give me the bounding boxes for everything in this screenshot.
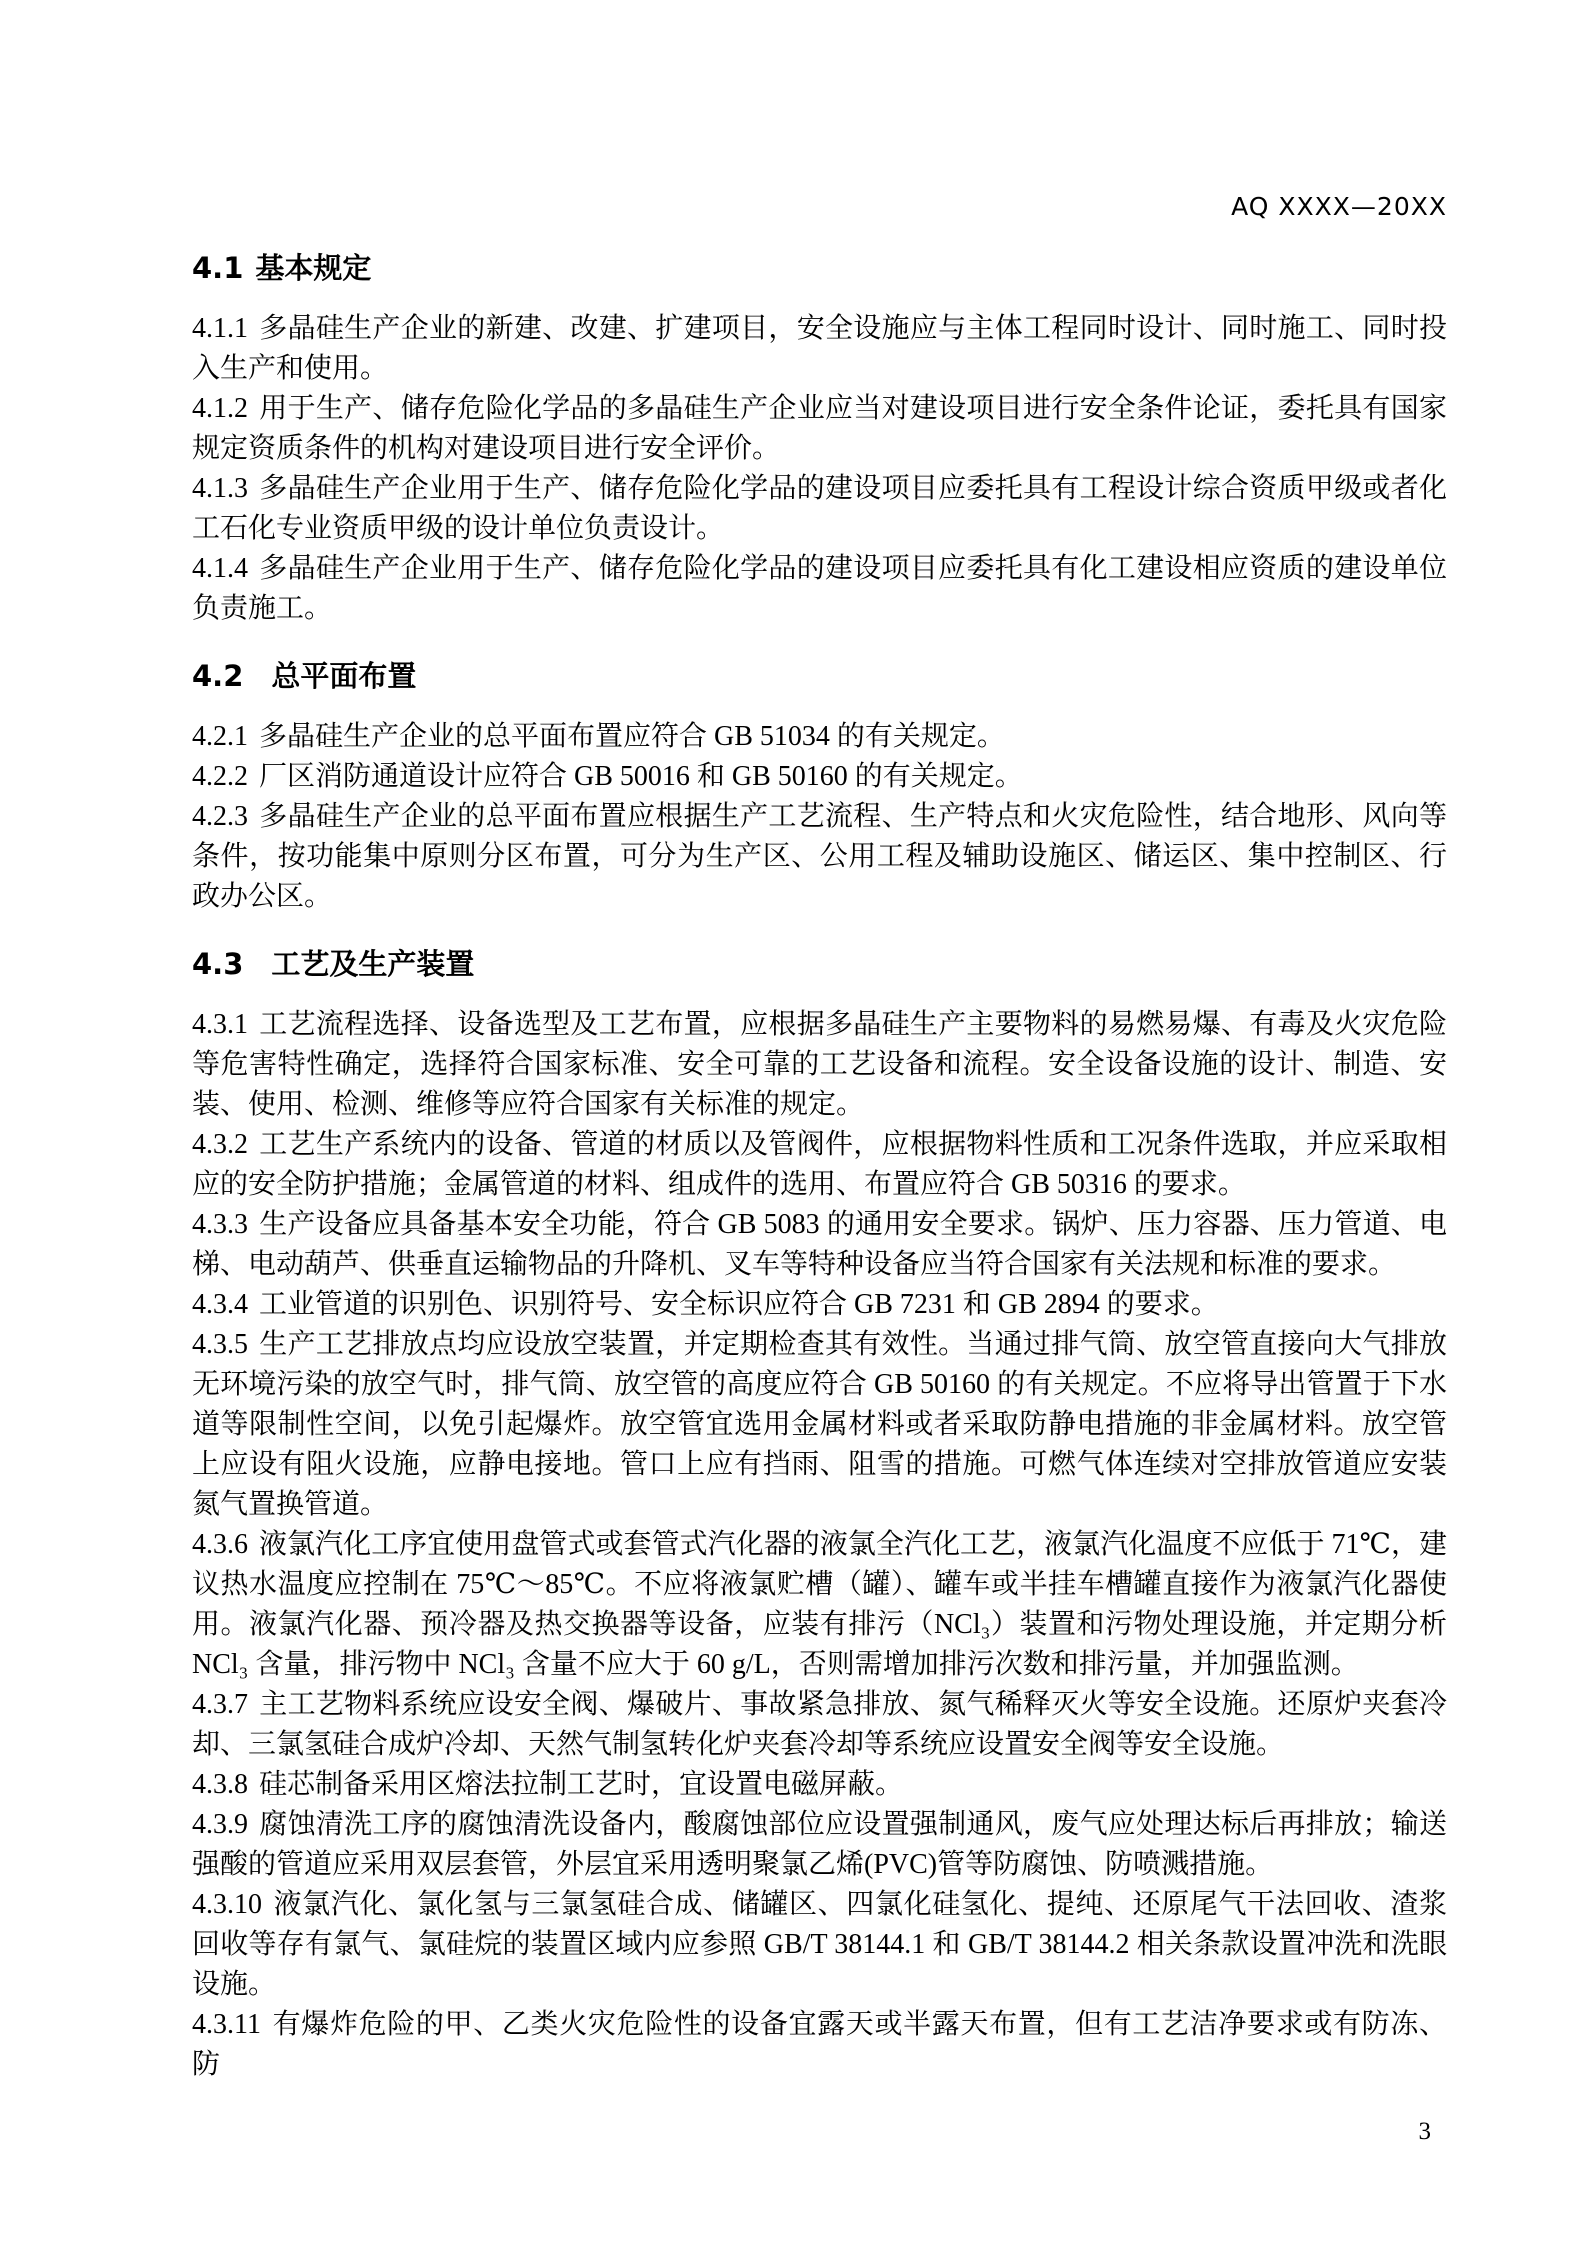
clause-text: 厂区消防通道设计应符合 GB 50016 和 GB 50160 的有关规定。 — [259, 761, 1023, 792]
clause-text: 液氯汽化、氯化氢与三氯氢硅合成、储罐区、四氯化硅氢化、提纯、还原尾气干法回收、渣浆回收等存有氯气、氯硅烷的装置区域内应参照 GB/T 38144.1 和 GB/T 38144.2 相关条款设置冲洗和洗眼设施。 — [192, 1889, 1447, 2000]
clause-4-3-10 — [192, 1885, 1447, 2005]
clause-text: 有爆炸危险的甲、乙类火灾危险性的设备宜露天或半露天布置，但有工艺洁净要求或有防冻、防 — [192, 2009, 1447, 2080]
section-title: 总平面布置 — [271, 659, 417, 693]
clause-text: 工业管道的识别色、识别符号、安全标识应符合 GB 7231 和 GB 2894 的要求。 — [259, 1289, 1219, 1320]
clause-text: 主工艺物料系统应设安全阀、爆破片、事故紧急排放、氮气稀释灭火等安全设施。还原炉夹套冷却、三氯氢硅合成炉冷却、天然气制氢转化炉夹套冷却等系统应设置安全阀等安全设施。 — [192, 1689, 1447, 1760]
clause-number: 4.1.1 — [192, 313, 248, 344]
clause-text: 多晶硅生产企业用于生产、储存危险化学品的建设项目应委托具有化工建设相应资质的建设单位负责施工。 — [192, 553, 1447, 624]
section-heading-4-3 — [192, 944, 1447, 984]
clause-text: 用于生产、储存危险化学品的多晶硅生产企业应当对建设项目进行安全条件论证，委托具有国家规定资质条件的机构对建设项目进行安全评价。 — [192, 393, 1447, 464]
clause-4-3-2 — [192, 1125, 1447, 1205]
clause-4-3-9 — [192, 1805, 1447, 1885]
clause-text: 工艺流程选择、设备选型及工艺布置，应根据多晶硅生产主要物料的易燃易爆、有毒及火灾危险等危害特性确定，选择符合国家标准、安全可靠的工艺设备和流程。安全设备设施的设计、制造、安装、使用、检测、维修等应符合国家有关标准的规定。 — [192, 1009, 1447, 1120]
section-title: 基本规定 — [255, 251, 372, 285]
clause-number: 4.3.2 — [192, 1129, 248, 1160]
clause-4-3-11 — [192, 2005, 1447, 2085]
clause-4-3-8 — [192, 1765, 1447, 1805]
section-number: 4.3 — [192, 947, 244, 981]
section-title: 工艺及生产装置 — [271, 947, 475, 981]
standard-code: AQ XXXX—20XX — [1231, 192, 1447, 221]
clause-number: 4.3.6 — [192, 1529, 248, 1560]
clause-text: 多晶硅生产企业的总平面布置应符合 GB 51034 的有关规定。 — [259, 721, 1005, 752]
clause-4-2-2 — [192, 757, 1447, 797]
clause-number: 4.1.3 — [192, 473, 248, 504]
clause-4-3-3 — [192, 1205, 1447, 1285]
clause-number: 4.3.8 — [192, 1769, 248, 1800]
clause-4-1-4 — [192, 549, 1447, 629]
clause-text: 多晶硅生产企业的总平面布置应根据生产工艺流程、生产特点和火灾危险性，结合地形、风向等条件，按功能集中原则分区布置，可分为生产区、公用工程及辅助设施区、储运区、集中控制区、行政办公区。 — [192, 801, 1447, 912]
clause-number: 4.2.1 — [192, 721, 248, 752]
clause-number: 4.2.2 — [192, 761, 248, 792]
clause-text: 生产工艺排放点均应设放空装置，并定期检查其有效性。当通过排气筒、放空管直接向大气排放无环境污染的放空气时，排气筒、放空管的高度应符合 GB 50160 的有关规定。不应将导出管置于下水道等限制性空间，以免引起爆炸。放空管宜选用金属材料或者采取防静电措施的非金属材料。放空管上应设有阻火设施，应静电接地。管口上应有挡雨、阻雪的措施。可燃气体连续对空排放管道应安装氮气置换管道。 — [192, 1329, 1447, 1520]
clause-4-2-3 — [192, 797, 1447, 917]
clause-number: 4.3.5 — [192, 1329, 248, 1360]
clause-4-3-5 — [192, 1325, 1447, 1525]
clause-4-2-1 — [192, 717, 1447, 757]
clause-number: 4.3.4 — [192, 1289, 248, 1320]
clause-number: 4.3.3 — [192, 1209, 248, 1240]
section-heading-4-1 — [192, 248, 1447, 288]
section-number: 4.1 — [192, 251, 244, 285]
clause-4-3-7 — [192, 1685, 1447, 1765]
clause-text: 生产设备应具备基本安全功能，符合 GB 5083 的通用安全要求。锅炉、压力容器、压力管道、电梯、电动葫芦、供垂直运输物品的升降机、叉车等特种设备应当符合国家有关法规和标准的要求。 — [192, 1209, 1447, 1280]
clause-4-1-3 — [192, 469, 1447, 549]
clause-4-1-1 — [192, 309, 1447, 389]
clause-4-3-4 — [192, 1285, 1447, 1325]
section-heading-4-2 — [192, 656, 1447, 696]
clause-number: 4.3.11 — [192, 2009, 261, 2040]
section-number: 4.2 — [192, 659, 244, 693]
clause-text: 多晶硅生产企业用于生产、储存危险化学品的建设项目应委托具有工程设计综合资质甲级或者化工石化专业资质甲级的设计单位负责设计。 — [192, 473, 1447, 544]
clause-text: 硅芯制备采用区熔法拉制工艺时，宜设置电磁屏蔽。 — [259, 1769, 904, 1800]
page-number — [192, 2117, 1447, 2147]
standard-code-header — [192, 193, 1447, 221]
clause-number: 4.2.3 — [192, 801, 248, 832]
clause-number: 4.1.2 — [192, 393, 248, 424]
clause-4-3-1 — [192, 1005, 1447, 1125]
clause-text: 液氯汽化工序宜使用盘管式或套管式汽化器的液氯全汽化工艺，液氯汽化温度不应低于 71℃，建议热水温度应控制在 75℃～85℃。不应将液氯贮槽（罐）、罐车或半挂车槽罐直接作为液氯汽化器使用。液氯汽化器、预冷器及热交换器等设备，应装有排污（NCl₃）装置和污物处理设施，并定期分析 NCl₃ 含量，排污物中 NCl₃ 含量不应大于 60 g/L，否则需增加排污次数和排污量，并加强监测。 — [192, 1529, 1447, 1680]
clause-number: 4.3.9 — [192, 1809, 248, 1840]
clause-number: 4.3.10 — [192, 1889, 262, 1920]
clause-number: 4.3.7 — [192, 1689, 248, 1720]
clause-4-3-6 — [192, 1525, 1447, 1685]
clause-text: 工艺生产系统内的设备、管道的材质以及管阀件，应根据物料性质和工况条件选取，并应采取相应的安全防护措施；金属管道的材料、组成件的选用、布置应符合 GB 50316 的要求。 — [192, 1129, 1447, 1200]
clause-text: 腐蚀清洗工序的腐蚀清洗设备内，酸腐蚀部位应设置强制通风，废气应处理达标后再排放；输送强酸的管道应采用双层套管，外层宜采用透明聚氯乙烯(PVC)管等防腐蚀、防喷溅措施。 — [192, 1809, 1447, 1880]
page-number-value: 3 — [1418, 2118, 1431, 2145]
clause-number: 4.3.1 — [192, 1009, 248, 1040]
clause-number: 4.1.4 — [192, 553, 248, 584]
clause-text: 多晶硅生产企业的新建、改建、扩建项目，安全设施应与主体工程同时设计、同时施工、同时投入生产和使用。 — [192, 313, 1447, 384]
clause-4-1-2 — [192, 389, 1447, 469]
